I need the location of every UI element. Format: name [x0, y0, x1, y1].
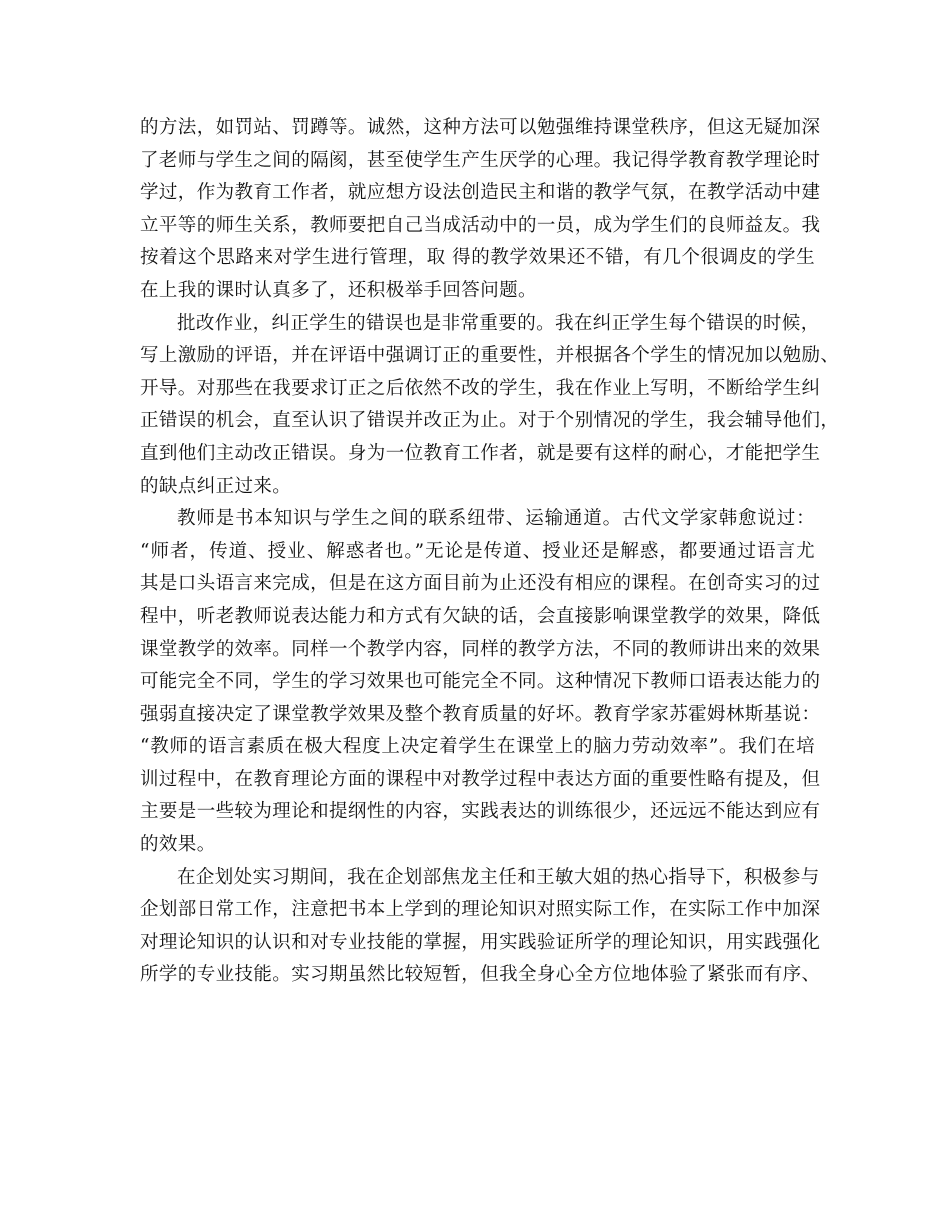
text-line: 训过程中，在教育理论方面的课程中对教学过程中表达方面的重要性略有提及，但	[140, 768, 821, 790]
paragraph	[140, 112, 821, 308]
text-line: 按着这个思路来对学生进行管理，取 得的教学效果还不错，有几个很调皮的学生	[140, 247, 815, 269]
text-line: 正错误的机会，直至认识了错误并改正为止。对于个别情况的学生，我会辅导他们，	[140, 410, 840, 432]
text-line: 其是口头语言来完成，但是在这方面目前为止还没有相应的课程。在创奇实习的过	[140, 573, 821, 595]
text-line: 课堂教学的效率。同样一个教学内容，同样的教学方法，不同的教师讲出来的效果	[140, 638, 821, 660]
body-text	[140, 112, 840, 992]
text-line: 在企划处实习期间，我在企划部焦龙主任和王敏大姐的热心指导下，积极参与	[177, 866, 820, 888]
text-line: 直到他们主动改正错误。身为一位教育工作者，就是要有这样的耐心，才能把学生	[140, 442, 821, 464]
text-line: 的效果。	[140, 834, 216, 856]
text-line: 学过，作为教育工作者，就应想方设法创造民主和谐的教学气氛，在教学活动中建	[140, 182, 821, 204]
text-line: 所学的专业技能。实习期虽然比较短暂，但我全身心全方位地体验了紧张而有序、	[140, 964, 821, 986]
text-line: 在上我的课时认真多了，还积极举手回答问题。	[140, 279, 537, 301]
text-line: 企划部日常工作，注意把书本上学到的理论知识对照实际工作，在实际工作中加深	[140, 899, 821, 921]
text-line: 可能完全不同，学生的学习效果也可能完全不同。这种情况下教师口语表达能力的	[140, 671, 821, 693]
text-line: 开导。对那些在我要求订正之后依然不改的学生，我在作业上写明，不断给学生纠	[140, 377, 821, 399]
text-line: 主要是一些较为理论和提纲性的内容，实践表达的训练很少，还远远不能达到应有	[140, 801, 821, 823]
text-line: 程中，听老教师说表达能力和方式有欠缺的话，会直接影响课堂教学的效果，降低	[140, 605, 821, 627]
paragraph	[140, 503, 821, 862]
text-line: 的缺点纠正过来。	[140, 475, 292, 497]
text-line: 批改作业，纠正学生的错误也是非常重要的。我在纠正学生每个错误的时候，	[177, 312, 820, 334]
text-line: 的方法，如罚站、罚蹲等。诚然，这种方法可以勉强维持课堂秩序，但这无疑加深	[140, 117, 821, 138]
paragraph	[140, 308, 840, 504]
text-line: 了老师与学生之间的隔阂，甚至使学生产生厌学的心理。我记得学教育教学理论时	[140, 149, 821, 171]
paragraph	[140, 862, 821, 992]
text-line: 立平等的师生关系，教师要把自己当成活动中的一员，成为学生们的良师益友。我	[140, 214, 821, 236]
text-line: 教师是书本知识与学生之间的联系纽带、运输通道。古代文学家韩愈说过：	[177, 508, 815, 530]
text-line: 写上激励的评语，并在评语中强调订正的重要性，并根据各个学生的情况加以勉励、	[140, 345, 840, 367]
text-line: 对理论知识的认识和对专业技能的掌握，用实践验证所学的理论知识，用实践强化	[140, 931, 821, 953]
text-line: 强弱直接决定了课堂教学效果及整个教育质量的好坏。教育学家苏霍姆林斯基说：	[140, 703, 821, 725]
text-line: “师者，传道、授业、解惑者也。”无论是传道、授业还是解惑，都要通过语言尤	[140, 540, 815, 562]
text-line: “教师的语言素质在极大程度上决定着学生在课堂上的脑力劳动效率”。我们在培	[140, 736, 815, 758]
